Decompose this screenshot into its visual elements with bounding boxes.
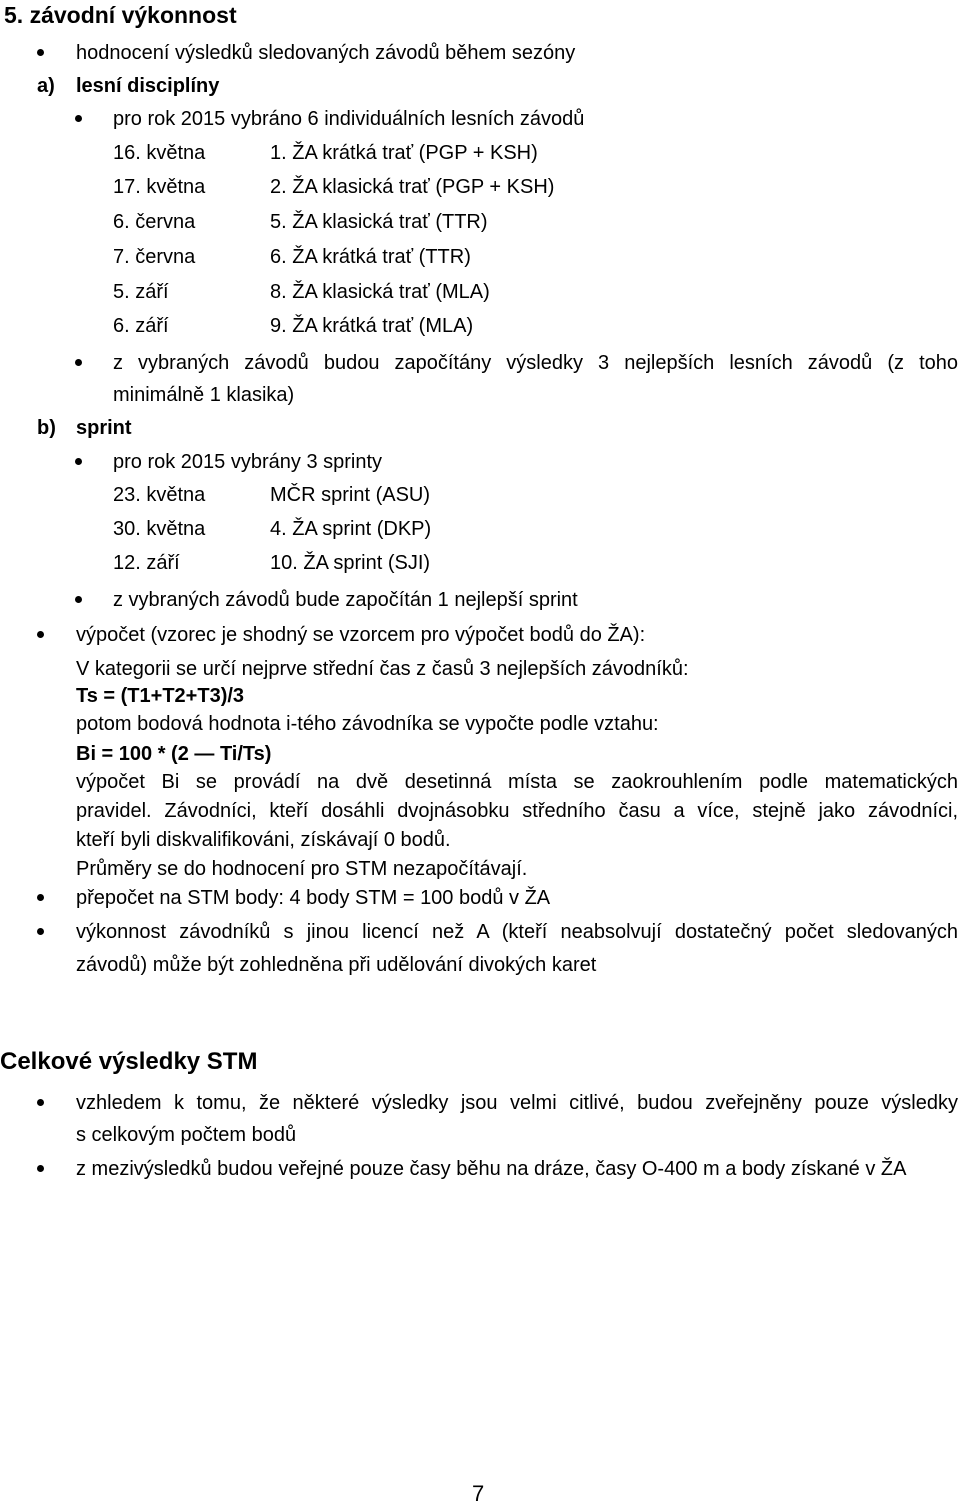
race-name: 2. ŽA klasická trať (PGP + KSH) — [270, 176, 555, 198]
race-date: 12. září — [113, 552, 180, 574]
calc-paragraph-line: Průměry se do hodnocení pro STM nezapočítávají. — [76, 858, 528, 880]
bullet-icon — [37, 1099, 44, 1106]
forest-rule-line: minimálně 1 klasika) — [113, 384, 295, 406]
race-date: 23. května — [113, 484, 206, 506]
race-date: 5. září — [113, 281, 169, 303]
race-name: 9. ŽA krátká trať (MLA) — [270, 315, 474, 337]
overall-item-line: vzhledem k tomu, že některé výsledky jsou velmi citlivé, budou zveřejněny pouze výsledky — [76, 1092, 958, 1114]
subsection-b-title: sprint — [76, 417, 132, 439]
calc-intro: výpočet (vzorec je shodný se vzorcem pro výpočet bodů do ŽA): — [76, 624, 646, 646]
bullet-icon — [75, 596, 82, 603]
overall-item-line: s celkovým počtem bodů — [76, 1124, 297, 1146]
formula-ts: Ts = (T1+T2+T3)/3 — [76, 685, 245, 707]
page-number: 7 — [472, 1481, 485, 1506]
conversion-text: přepočet na STM body: 4 body STM = 100 bodů v ŽA — [76, 887, 551, 909]
calc-text: potom bodová hodnota i-tého závodníka se vypočte podle vztahu: — [76, 713, 659, 735]
race-date: 30. května — [113, 518, 206, 540]
calc-text: V kategorii se určí nejprve střední čas z časů 3 nejlepších závodníků: — [76, 658, 689, 680]
race-date: 7. června — [113, 246, 196, 268]
overall-heading: Celkové výsledky STM — [0, 1048, 258, 1075]
subsection-a-label: a) — [37, 75, 55, 97]
subsection-a-title: lesní disciplíny — [76, 75, 220, 97]
sprint-intro: pro rok 2015 vybrány 3 sprinty — [113, 451, 383, 473]
race-name: 8. ŽA klasická trať (MLA) — [270, 281, 490, 303]
bullet-icon — [37, 631, 44, 638]
bullet-icon — [75, 115, 82, 122]
other-licence-line: výkonnost závodníků s jinou licencí než A (kteří neabsolvují dostatečný počet sledovaných — [76, 921, 958, 943]
bullet-icon — [75, 458, 82, 465]
forest-rule-line: z vybraných závodů budou započítány výsledky 3 nejlepších lesních závodů (z toho — [113, 352, 958, 374]
race-date: 6. června — [113, 211, 196, 233]
bullet-icon — [75, 359, 82, 366]
forest-intro: pro rok 2015 vybráno 6 individuálních lesních závodů — [113, 108, 585, 130]
other-licence-line: závodů) může být zohledněna při udělování divokých karet — [76, 954, 597, 976]
sprint-rule: z vybraných závodů bude započítán 1 nejlepší sprint — [113, 589, 578, 611]
race-name: 6. ŽA krátká trať (TTR) — [270, 246, 471, 268]
calc-paragraph-line: pravidel. Závodníci, kteří dosáhli dvojnásobku středního času a více, stejně jako závodníci, — [76, 800, 958, 822]
race-name: 4. ŽA sprint (DKP) — [270, 518, 432, 540]
race-name: MČR sprint (ASU) — [270, 484, 431, 506]
race-date: 17. května — [113, 176, 206, 198]
formula-bi: Bi = 100 * (2 — Ti/Ts) — [76, 743, 272, 765]
calc-paragraph-line: kteří byli diskvalifikováni, získávají 0 bodů. — [76, 829, 451, 851]
overall-item-line: z mezivýsledků budou veřejné pouze časy běhu na dráze, časy O-400 m a body získané v ŽA — [76, 1158, 907, 1180]
bullet-icon — [37, 49, 44, 56]
race-date: 16. května — [113, 142, 206, 164]
bullet-icon — [37, 1165, 44, 1172]
subsection-b-label: b) — [37, 417, 56, 439]
bullet-icon — [37, 928, 44, 935]
race-date: 6. září — [113, 315, 169, 337]
race-name: 10. ŽA sprint (SJI) — [270, 552, 431, 574]
bullet-icon — [37, 894, 44, 901]
section-heading: 5. závodní výkonnost — [4, 2, 237, 28]
race-name: 5. ŽA klasická trať (TTR) — [270, 211, 488, 233]
calc-paragraph-line: výpočet Bi se provádí na dvě desetinná místa se zaokrouhlením podle matematických — [76, 771, 958, 793]
section-intro: hodnocení výsledků sledovaných závodů během sezóny — [76, 42, 576, 64]
race-name: 1. ŽA krátká trať (PGP + KSH) — [270, 142, 538, 164]
